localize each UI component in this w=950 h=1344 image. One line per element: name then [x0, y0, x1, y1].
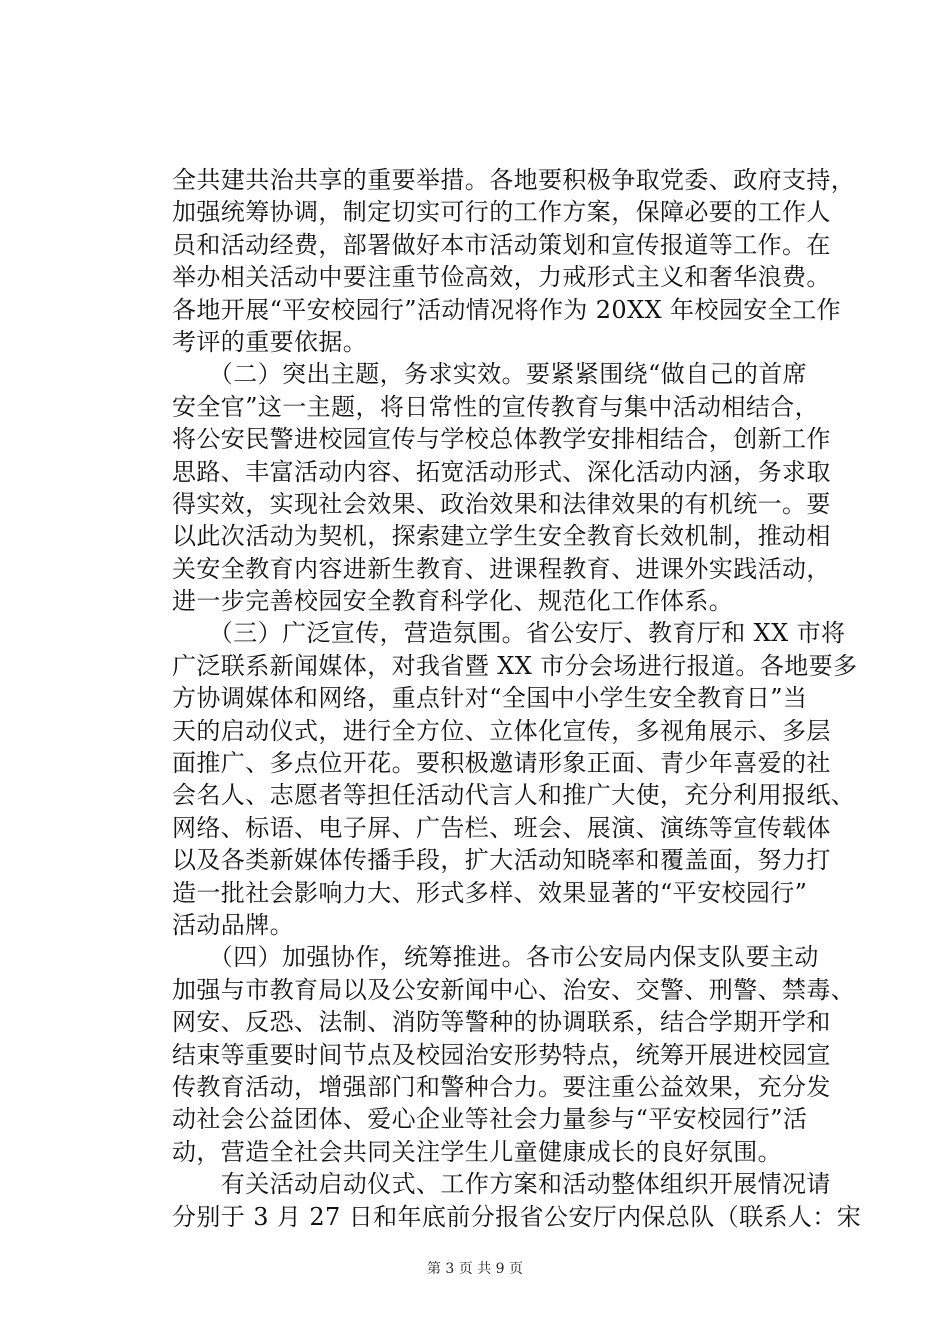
- text-line: 思路、丰富活动内容、拓宽活动形式、深化活动内涵，务求取: [172, 457, 831, 486]
- text-line: 加强统筹协调，制定切实可行的工作方案，保障必要的工作人: [172, 198, 831, 227]
- text-line: 各地开展“平安校园行”活动情况将作为 20XX 年校园安全工作: [172, 295, 841, 324]
- text-line: 结束等重要时间节点及校园治安形势特点，统筹开展进校园宣: [172, 1040, 831, 1069]
- text-line: 全共建共治共享的重要举措。各地要积极争取党委、政府支持，: [172, 166, 856, 194]
- text-line: （二）突出主题，务求实效。要紧紧围绕“做自己的首席: [172, 360, 808, 389]
- text-line: 传教育活动，增强部门和警种合力。要注重公益效果，充分发: [172, 1072, 831, 1101]
- text-line: 考评的重要依据。: [172, 327, 368, 356]
- text-line: 进一步完善校园安全教育科学化、规范化工作体系。: [172, 587, 734, 616]
- text-line: 会名人、志愿者等担任活动代言人和推广大使，充分利用报纸、: [172, 781, 856, 810]
- text-line: 以及各类新媒体传播手段，扩大活动知晓率和覆盖面，努力打: [172, 846, 831, 875]
- text-line: 关安全教育内容进新生教育、进课程教育、进课外实践活动，: [172, 554, 831, 583]
- text-line: 分别于 3 月 27 日和年底前分报省公安厅内保总队（联系人：宋: [172, 1202, 862, 1231]
- document-body: [172, 164, 862, 1233]
- text-line: 加强与市教育局以及公安新闻中心、治安、交警、刑警、禁毒、: [172, 975, 856, 1004]
- text-line: 动社会公益团体、爱心企业等社会力量参与“平安校园行”活: [172, 1105, 808, 1134]
- text-line: 将公安民警进校园宣传与学校总体教学安排相结合，创新工作: [172, 425, 831, 454]
- text-line: 网络、标语、电子屏、广告栏、班会、展演、演练等宣传载体: [172, 813, 831, 842]
- text-line: 广泛联系新闻媒体，对我省暨 XX 市分会场进行报道。各地要多: [172, 651, 858, 680]
- text-line: （四）加强协作，统筹推进。各市公安局内保支队要主动: [172, 943, 819, 972]
- text-line: 员和活动经费，部署做好本市活动策划和宣传报道等工作。在: [172, 230, 831, 259]
- text-line: 有关活动启动仪式、工作方案和活动整体组织开展情况请: [172, 1170, 831, 1199]
- page-footer: 第 3 页 共 9 页: [426, 1261, 524, 1277]
- text-line: 方协调媒体和网络，重点针对“全国中小学生安全教育日”当: [172, 684, 808, 713]
- text-line: 网安、反恐、法制、消防等警种的协调联系，结合学期开学和: [172, 1008, 831, 1037]
- text-line: 举办相关活动中要注重节俭高效，力戒形式主义和奢华浪费。: [172, 263, 831, 292]
- text-line: 面推广、多点位开花。要积极邀请形象正面、青少年喜爱的社: [172, 749, 831, 778]
- text-line: 得实效，实现社会效果、政治效果和法律效果的有机统一。要: [172, 489, 831, 518]
- text-line: 安全官”这一主题，将日常性的宣传教育与集中活动相结合，: [172, 392, 820, 421]
- text-line: 动，营造全社会共同关注学生儿童健康成长的良好氛围。: [172, 1137, 782, 1166]
- text-line: （三）广泛宣传，营造氛围。省公安厅、教育厅和 XX 市将: [172, 619, 846, 648]
- text-line: 以此次活动为契机，探索建立学生安全教育长效机制，推动相: [172, 522, 831, 551]
- text-line: 造一批社会影响力大、形式多样、效果显著的“平安校园行”: [172, 878, 808, 907]
- text-line: 天的启动仪式，进行全方位、立体化宣传，多视角展示、多层: [172, 716, 831, 745]
- text-line: 活动品牌。: [172, 910, 294, 939]
